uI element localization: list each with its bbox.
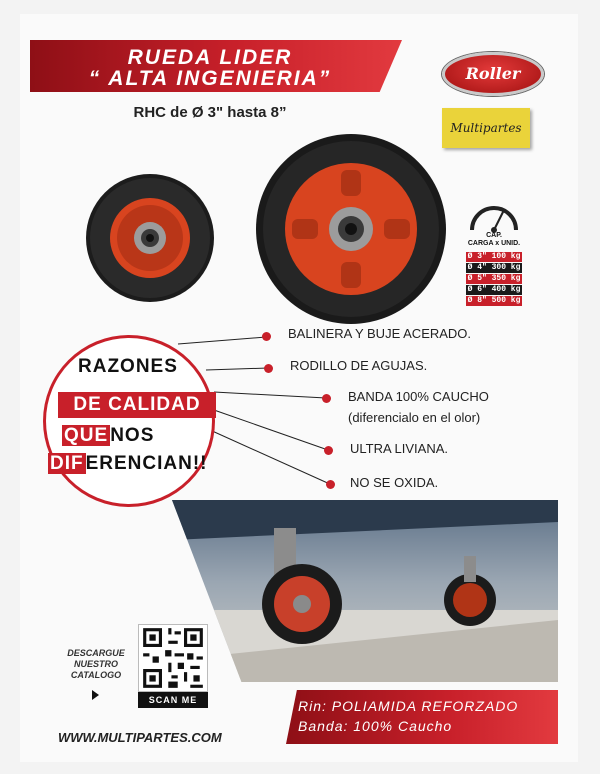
download-line-1: DESCARGUE [67,648,125,658]
feature-item: BANDA 100% CAUCHO [348,389,489,404]
download-line-3: CATALOGO [70,670,122,680]
roller-logo-text: Roller [465,64,521,83]
qr-code-icon [139,625,207,691]
feature-item: RODILLO DE AGUJAS. [290,358,428,373]
capacity-header-line-1: CAP. [486,232,502,239]
capacity-row: Ø 5" 350 kg [467,274,521,283]
reasons-line-4b: ERENCIAN!! [85,453,208,474]
capacity-row: Ø 4" 300 kg [467,263,521,272]
feature-bullet [324,446,333,455]
download-text [56,648,136,681]
multipartes-logo-text: Multipartes [450,121,522,135]
arrow-right-icon [92,690,99,700]
feature-bullet [326,480,335,489]
download-line-2: NUESTRO [73,659,118,669]
title-line-2: “ ALTA INGENIERIA” [88,67,332,90]
capacity-row: Ø 3" 100 kg [467,252,521,261]
scan-me-label[interactable]: SCAN ME [138,692,208,708]
reasons-line-2: DE CALIDAD [58,392,216,418]
feature-bullet [262,332,271,341]
feature-item: NO SE OXIDA. [350,475,439,490]
capacity-header-line-2: CARGA x UNID. [467,240,521,247]
reasons-line-4 [48,452,208,476]
reasons-line-4a: DIF [50,453,84,474]
qr-code[interactable] [138,624,208,692]
band-spec: Banda: 100% Caucho [298,718,453,734]
feature-bullet [322,394,331,403]
title-line-1: RUEDA LIDER [127,46,293,69]
reasons-line-3 [62,424,154,448]
feature-bullet [264,364,273,373]
feature-item: BALINERA Y BUJE ACERADO. [288,326,472,341]
product-subtitle: RHC de Ø 3" hasta 8” [133,104,287,121]
feature-item-note: (diferencialo en el olor) [348,410,481,425]
capacity-row: Ø 8" 500 kg [467,296,521,305]
rim-spec: Rin: POLIAMIDA REFORZADO [298,698,519,714]
feature-item: ULTRA LIVIANA. [350,441,449,456]
reasons-line-3a: QUE [64,425,109,446]
capacity-row: Ø 6" 400 kg [467,285,521,294]
reasons-line-3b: NOS [110,425,155,446]
website-link[interactable]: WWW.MULTIPARTES.COM [58,730,222,745]
reasons-line-1: RAZONES [78,356,178,377]
